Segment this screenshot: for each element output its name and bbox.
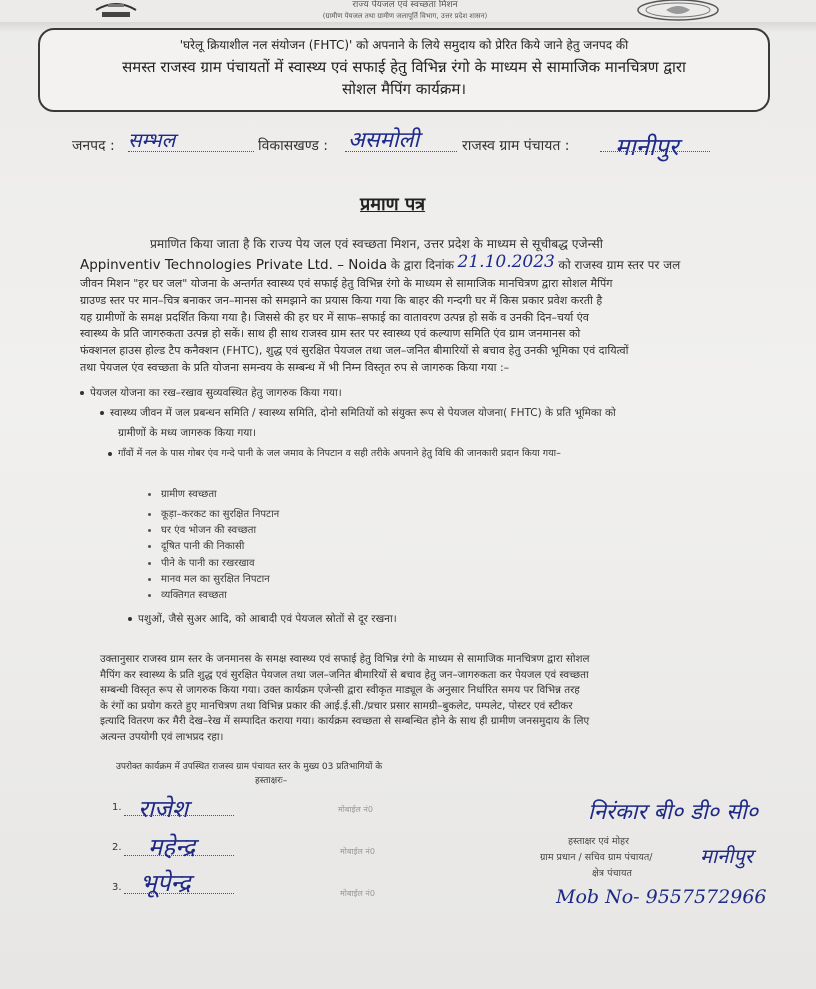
sub-item: मानव मल का सुरक्षित निपटान xyxy=(148,571,270,585)
para2-line: इत्यादि वितरण कर मैरी देख–रेख में सम्पादित कराया गया। कार्यक्रम स्वच्छता से सम्बन्धित होने के साथ ही ग्रामीण जनसमुदाय के लिए xyxy=(100,715,590,728)
bullet-text: पशुओं, जैसे सुअर आदि, को आबादी एवं पेयजल स्रोतों से दूर रखना। xyxy=(138,613,397,625)
bullet-dot-icon xyxy=(128,617,132,621)
district-value: सम्भल xyxy=(128,128,176,152)
mobile-label: मोबाईल नं0 xyxy=(340,847,375,856)
sub-bullet-icon xyxy=(148,578,151,581)
para2-line: के रंगों का प्रयोग करते हुए मानचित्रण तथा विभिन्न प्रकार की आई.ई.सी./प्रचार प्रसार सामग्री–बुकलेट, पम्पलेट, पोस्टर एवं स्टीकर xyxy=(100,699,573,712)
participants-line1: उपरोक्त कार्यक्रम में उपस्थित राजस्व ग्राम पंचायत स्तर के मुख्य 03 प्रतिभागियों के xyxy=(116,762,383,772)
district-label: जनपद : xyxy=(72,138,115,154)
bullet-item xyxy=(128,612,397,627)
sub-bullet-icon xyxy=(148,513,151,516)
block-label: विकासखण्ड : xyxy=(258,138,329,154)
para2-line: अत्यन्त उपयोगी एवं लाभप्रद रहा। xyxy=(100,730,224,743)
title-line-2: समस्त राजस्व ग्राम पंचायतों में स्वास्थ्य एवं सफाई हेतु विभिन्न रंगो के माध्यम से सामाजिक मानचित्रण द्वारा xyxy=(122,58,686,76)
header-line-2: (ग्रामीण पेयजल तथा ग्रामीण जलापूर्ति विभाग, उत्तर प्रदेश शासन) xyxy=(322,12,488,20)
mobile-label: मोबाईल नं0 xyxy=(340,889,375,898)
bullet-item xyxy=(108,446,561,461)
header-text xyxy=(240,0,570,22)
official-handwritten-place: मानीपुर xyxy=(700,844,753,868)
para1-line: फंक्शनल हाउस होल्ड टैप कनैक्शन (FHTC), शुद्ध एवं सुरक्षित पेयजल तथा जल–जनित बीमारियों से बचाव हेतु उनकी भूमिका एवं दायित्वों xyxy=(80,344,629,358)
sub-item: कूड़ा–करकट का सुरक्षित निपटान xyxy=(148,506,279,520)
para1-line: यह ग्रामीणों के समक्ष प्रदर्शित किया गया है। जिससे की हर घर में साफ–सफाई का वातावरण उत्पन्न हो सकें व उनकी दिन–चर्या एंव xyxy=(80,310,589,324)
participant-number: 1. xyxy=(112,802,122,813)
title-box xyxy=(38,28,770,112)
para2-line: मैपिंग कर स्वास्थ्य के प्रति शुद्ध एवं सुरक्षित पेयजल तथा जल–जनित बीमारियों से बचाव हेतु जन–जागरुकता कर पेयजल एवं स्वच्छता xyxy=(100,668,589,681)
bullet-continuation: ग्रामीणों के मध्य जागरुक किया गया। xyxy=(118,427,257,439)
participant-signature: भूपेन्द्र xyxy=(140,869,191,897)
certificate-heading: प्रमाण पत्र xyxy=(360,194,426,215)
sub-item: दूषित पानी की निकासी xyxy=(148,538,244,552)
panchayat-value: मानीपुर xyxy=(615,133,679,161)
program-date: 21.10.2023 xyxy=(457,252,555,272)
sub-bullet-icon xyxy=(148,562,151,565)
bullet-text: पेयजल योजना का रख–रखाव सुव्यवस्थित हेतु जागरुक किया गया। xyxy=(90,387,342,399)
participant-signature: महेन्द्र xyxy=(148,833,196,861)
para1-line2 xyxy=(80,252,770,275)
program-title xyxy=(54,34,754,100)
up-government-seal-icon xyxy=(636,0,720,22)
para1-line1: प्रमाणित किया जाता है कि राज्य पेय जल एवं स्वच्छता मिशन, उत्तर प्रदेश के माध्यम से सूचीबद्ध एजेन्सी xyxy=(150,237,603,251)
block-underline xyxy=(345,150,457,152)
participants-line2: हस्ताक्षरः– xyxy=(255,776,288,786)
sub-item: व्यक्तिगत स्वच्छता xyxy=(148,587,227,601)
agency-name: Appinventiv Technologies Private Ltd. – Noida xyxy=(80,257,388,273)
official-signature: निरंकार बी० डी० सी० xyxy=(588,800,759,825)
header-line-1: राज्य पेयजल एवं स्वच्छता मिशन xyxy=(352,0,458,10)
bullet-item xyxy=(80,386,342,401)
kshetra-panchayat-label: क्षेत्र पंचायत xyxy=(592,868,632,879)
official-mobile-number: Mob No- 9557572966 xyxy=(556,886,767,908)
district-underline xyxy=(128,150,254,152)
para1-body xyxy=(80,276,740,377)
mission-logo-icon xyxy=(92,0,140,20)
para1-tail-text: को राजस्व ग्राम स्तर पर जल xyxy=(558,258,681,272)
sub-bullet-icon xyxy=(148,545,151,548)
title-line-3: सोशल मैपिंग कार्यक्रम। xyxy=(341,80,467,98)
participant-number: 2. xyxy=(112,842,122,853)
para1-dated-text: के द्वारा दिनांक xyxy=(390,258,455,272)
para1-line: स्वास्थ्य के प्रति जागरुकता उत्पन्न हो सकें। साथ ही साथ राजस्व ग्राम स्तर पर स्वास्थ्य एवं कल्याण समिति एंव ग्राम जनमानस को xyxy=(80,327,581,341)
para1-line: ग्राउण्ड स्तर पर मान–चित्र बनाकर जन–मानस को समझाने का प्रयास किया गया कि बाहर की गन्दगी घर में किस प्रकार प्रवेश करती है xyxy=(80,293,603,307)
bullet-dot-icon xyxy=(108,452,112,456)
title-line-1: 'घरेलू क्रियाशील नल संयोजन (FHTC)' को अपनाने के लिये समुदाय को प्रेरित किये जाने हेतु जनपद की xyxy=(179,38,629,52)
para2-line: उक्तानुसार राजस्व ग्राम स्तर के जनमानस के समक्ष स्वास्थ्य एवं सफाई हेतु विभिन्न रंगो के माध्यम से सामाजिक मानचित्रण द्वारा सोशल xyxy=(100,653,590,665)
sub-item: पीने के पानी का रखरखाव xyxy=(148,555,255,569)
pradhan-label: ग्राम प्रधान / सचिव ग्राम पंचायत/ xyxy=(540,852,653,863)
sub-bullet-icon xyxy=(148,594,151,597)
bullet-text: गाँवों में नल के पास गोबर एंव गन्दे पानी के जल जमाव के निपटान व सही तरीके अपनाने हेतु विधि की जानकारी प्रदान किया गया– xyxy=(118,448,561,459)
signature-seal-label: हस्ताक्षर एवं मोहर xyxy=(568,836,629,847)
bullet-text: स्वास्थ्य जीवन में जल प्रबन्धन समिति / स्वास्थ्य समिति, दोनो समितियों को संयुक्त रूप से पेयजल योजना( FHTC) के प्रति भूमिका को xyxy=(110,407,616,419)
sub-bullet-icon xyxy=(148,493,151,496)
para2-body xyxy=(100,652,740,746)
sub-item: ग्रामीण स्वच्छता xyxy=(148,486,217,500)
panchayat-label: राजस्व ग्राम पंचायत : xyxy=(462,138,570,154)
panchayat-underline xyxy=(600,150,710,152)
para1-line: तथा पेयजल एंव स्वच्छता के प्रति योजना समन्वय के सम्बन्ध में भी निम्न विस्तृत रुप से जागरुक किया गया :– xyxy=(80,360,510,374)
para2-line: सम्बन्धी विस्तृत रूप से जागरुक किया गया। उक्त कार्यक्रम एजेन्सी द्वारा स्वीकृत माड्यूल के अनुसार निर्धारित समय पर विभिन्न तरह xyxy=(100,684,580,697)
participant-number: 3. xyxy=(112,882,122,893)
mobile-label: मोबाईल नं0 xyxy=(338,805,373,814)
participant-signature: राजेश xyxy=(138,795,189,823)
bullet-dot-icon xyxy=(100,411,104,415)
sub-bullet-icon xyxy=(148,529,151,532)
sub-item: घर एंव भोजन की स्वच्छता xyxy=(148,522,256,536)
bullet-dot-icon xyxy=(80,391,84,395)
bullet-item xyxy=(100,406,616,421)
block-value: असमोली xyxy=(348,128,420,153)
para1-line: जीवन मिशन "हर घर जल" योजना के अन्तर्गत स्वास्थ्य एवं सफाई हेतु विभिन्न रंगो के माध्यम से सामाजिक मानचित्रण द्वारा सोशल मैपिंग xyxy=(80,277,613,290)
